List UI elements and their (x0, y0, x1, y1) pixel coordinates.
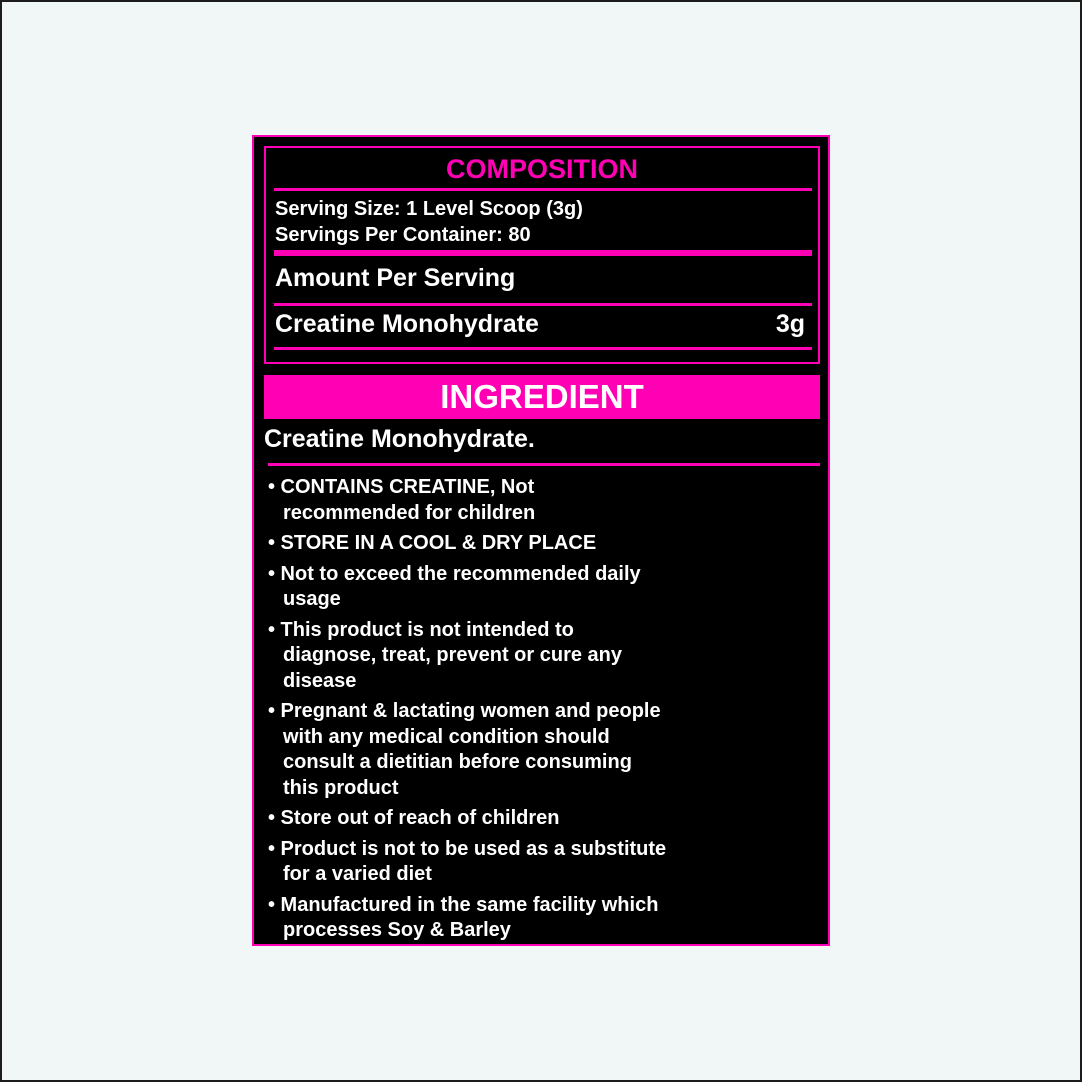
nutrient-amount: 3g (775, 310, 805, 338)
warning-item: • Manufactured in the same facility which processes Soy & Barley (268, 893, 659, 941)
warning-item: • Not to exceed the recommended daily usage (268, 562, 641, 610)
warnings-list (268, 475, 808, 949)
ingredient-text: Creatine Monohydrate. (264, 425, 535, 453)
divider-thick (274, 250, 812, 256)
serving-size: Serving Size: 1 Level Scoop (3g) (275, 198, 583, 220)
warning-item: • STORE IN A COOL & DRY PLACE (268, 532, 597, 554)
product-label (252, 135, 830, 946)
divider (274, 188, 812, 191)
ingredient-title: INGREDIENT (264, 375, 820, 419)
warning-item: • CONTAINS CREATINE, Not recommended for children (268, 476, 536, 524)
composition-title: COMPOSITION (445, 154, 638, 184)
warning-item: • Pregnant & lactating women and people with any medical condition should consult a dietitian before consuming this product (268, 700, 661, 799)
warning-item: • Store out of reach of children (268, 807, 560, 829)
warning-item: • This product is not intended to diagnose, treat, prevent or cure any disease (268, 618, 622, 692)
nutrient-name: Creatine Monohydrate (275, 310, 539, 338)
serving-info (275, 196, 583, 248)
divider (274, 303, 812, 306)
divider (274, 347, 812, 350)
warning-item: • Product is not to be used as a substitute for a varied diet (268, 837, 667, 885)
servings-per-container: Servings Per Container: 80 (275, 224, 531, 246)
amount-per-serving-heading: Amount Per Serving (275, 264, 516, 292)
composition-panel (264, 146, 820, 364)
divider (268, 463, 820, 466)
